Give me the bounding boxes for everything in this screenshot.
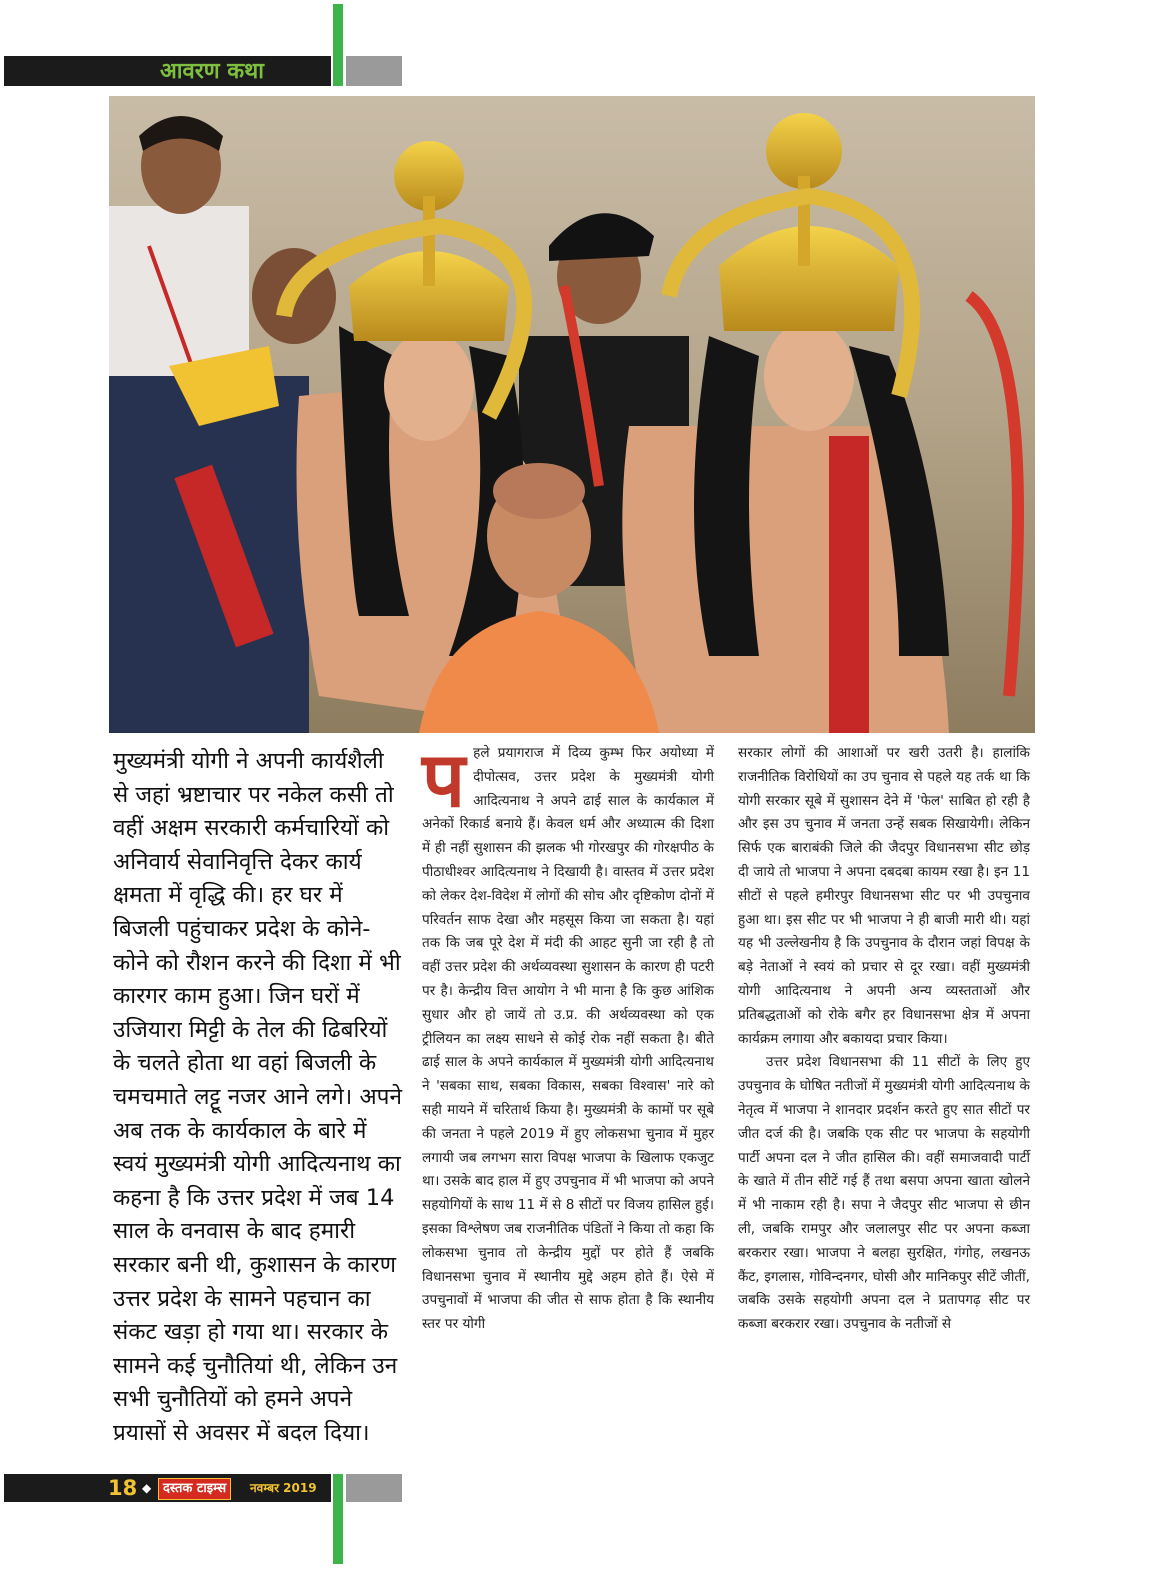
cover-photo — [109, 96, 1035, 733]
page-number: 18 — [108, 1476, 138, 1500]
section-title: आवरण कथा — [160, 59, 264, 84]
drop-cap: प — [422, 735, 466, 824]
issue-date: नवम्बर 2019 — [250, 1481, 317, 1495]
header-green-accent — [333, 4, 343, 86]
header-gray-accent — [346, 56, 402, 86]
article-column-2 — [422, 735, 714, 1337]
article-text-col2: हले प्रयागराज में दिव्य कुम्भ फिर अयोध्या में दीपोत्सव, उत्तर प्रदेश के मुख्यमंत्री योगी आदित्यनाथ ने अपने ढाई साल के कार्यकाल में अनेकों रिकार्ड बनाये हैं। केवल धर्म और अध्यात्म की दिशा में ही नहीं सुशासन की झलक भी गोरखपुर की गोरक्षपीठ के पीठाधीश्वर आदित्यनाथ ने दिखायी है। वास्तव में उत्तर प्रदेश को लेकर देश-विदेश में लोगों की सोच और दृष्टिकोण दोनों में परिवर्तन साफ देखा और महसूस किया जा सकता है। यहां तक कि जब पूरे देश में मंदी की आहट सुनी जा रही है तो वहीं उत्तर प्रदेश की अर्थव्यवस्था सुशासन के कारण ही पटरी पर है। केन्द्रीय वित्त आयोग ने भी माना है कि कुछ आंशिक सुधार और हो जायें तो उ.प्र. की अर्थव्यवस्था को एक ट्रीलियन का लक्ष्य साधने से कोई रोक नहीं सकता है। बीते ढाई साल के अपने कार्यकाल में मुख्यमंत्री योगी आदित्यनाथ ने 'सबका साथ, सबका विकास, सबका विश्वास' नारे को सही मायने में चरितार्थ किया है। मुख्यमंत्री के कामों पर सूबे की जनता ने पहले 2019 में हुए लोकसभा चुनाव में मुहर लगायी जब लगभग सारा विपक्ष भाजपा के खिलाफ एकजुट था। उसके बाद हाल में हुए उपचुनाव में भी भाजपा को अपने सहयोगियों के साथ 11 में से 8 सीटों पर विजय हासिल हुई। इसका विश्लेषण जब राजनीतिक पंडितों ने किया तो कहा कि लोकसभा चुनाव तो केन्द्रीय मुद्दों पर होते हैं जबकि विधानसभा चुनाव में स्थानीय मुद्दे अहम होते हैं। ऐसे में उपचुनावों में भाजपा की जीत से साफ होता है कि स्थानीय स्तर पर योगी — [422, 745, 714, 1333]
footer-separator: ◆ — [142, 1481, 152, 1495]
article-paragraph: सरकार लोगों की आशाओं पर खरी उतरी है। हालांकि राजनीतिक विरोधियों का उप चुनाव से पहले यह तर्क था कि योगी सरकार सूबे में सुशासन देने में 'फेल' साबित हो रही है और इस उप चुनाव में जनता उन्हें सबक सिखायेगी। लेकिन सिर्फ एक बाराबंकी जिले की जैदपुर विधानसभा सीट छोड़ दी जाये तो भाजपा ने अपना दबदबा कायम रखा है। इन 11 सीटों से पहले हमीरपुर विधानसभा सीट पर भी उपचुनाव हुआ था। इस सीट पर भी भाजपा ने ही बाजी मारी थी। यहां यह भी उल्लेखनीय है कि उपचुनाव के दौरान जहां विपक्ष के बड़े नेताओं ने स्वयं को प्रचार से दूर रखा। वहीं मुख्यमंत्री योगी आदित्यनाथ ने अपनी अन्य व्यस्तताओं और प्रतिबद्धताओं को रोके बगैर हर विधानसभा क्षेत्र में अपना कार्यक्रम लगाया और बकायदा प्रचार किया। — [738, 745, 1030, 1047]
article-column-3 — [738, 742, 1030, 1337]
footer-gray-accent — [346, 1474, 402, 1502]
magazine-logo: दस्तक टाइम्स — [158, 1478, 231, 1500]
pull-quote: मुख्यमंत्री योगी ने अपनी कार्यशैली से जहां भ्रष्टाचार पर नकेल कसी तो वहीं अक्षम सरकारी कर्मचारियों को अनिवार्य सेवानिवृत्ति देकर कार्य क्षमता में वृद्धि की। हर घर में बिजली पहुंचाकर प्रदेश के कोने-कोने को रौशन करने की दिशा में भी कारगर काम हुआ। जिन घरों में उजियारा मिट्टी के तेल की ढिबरियों के चलते होता था वहां बिजली के चमचमाते लट्टू नजर आने लगे। अपने अब तक के कार्यकाल के बारे में स्वयं मुख्यमंत्री योगी आदित्यनाथ का कहना है कि उत्तर प्रदेश में जब 14 साल के वनवास के बाद हमारी सरकार बनी थी, कुशासन के कारण उत्तर प्रदेश के सामने पहचान का संकट खड़ा हो गया था। सरकार के सामने कई चुनौतियां थी, लेकिन उन सभी चुनौतियों को हमने अपने प्रयासों से अवसर में बदल दिया। — [113, 748, 402, 1446]
article-paragraph: उत्तर प्रदेश विधानसभा की 11 सीटों के लिए हुए उपचुनाव के घोषित नतीजों में मुख्यमंत्री योगी आदित्यनाथ के नेतृत्व में भाजपा ने शानदार प्रदर्शन करते हुए सात सीटों पर जीत दर्ज की है। जबकि एक सीट पर भाजपा के सहयोगी पार्टी अपना दल ने जीत हासिल की। वहीं समाजवादी पार्टी के खाते में तीन सीटें गई हैं तथा बसपा अपना खाता खोलने में भी नाकाम रही है। सपा ने जैदपुर सीट भाजपा से छीन ली, जबकि रामपुर और जलालपुर सीट पर अपना कब्जा बरकरार रखा। भाजपा ने बलहा सुरक्षित, गंगोह, लखनऊ कैंट, इगलास, गोविन्दनगर, घोसी और मानिकपुर सीटें जीतीं, जबकि उसके सहयोगी अपना दल ने प्रतापगढ़ सीट पर कब्जा बरकरार रखा। उपचुनाव के नतीजों से — [738, 1054, 1030, 1333]
footer-green-accent — [333, 1474, 343, 1564]
